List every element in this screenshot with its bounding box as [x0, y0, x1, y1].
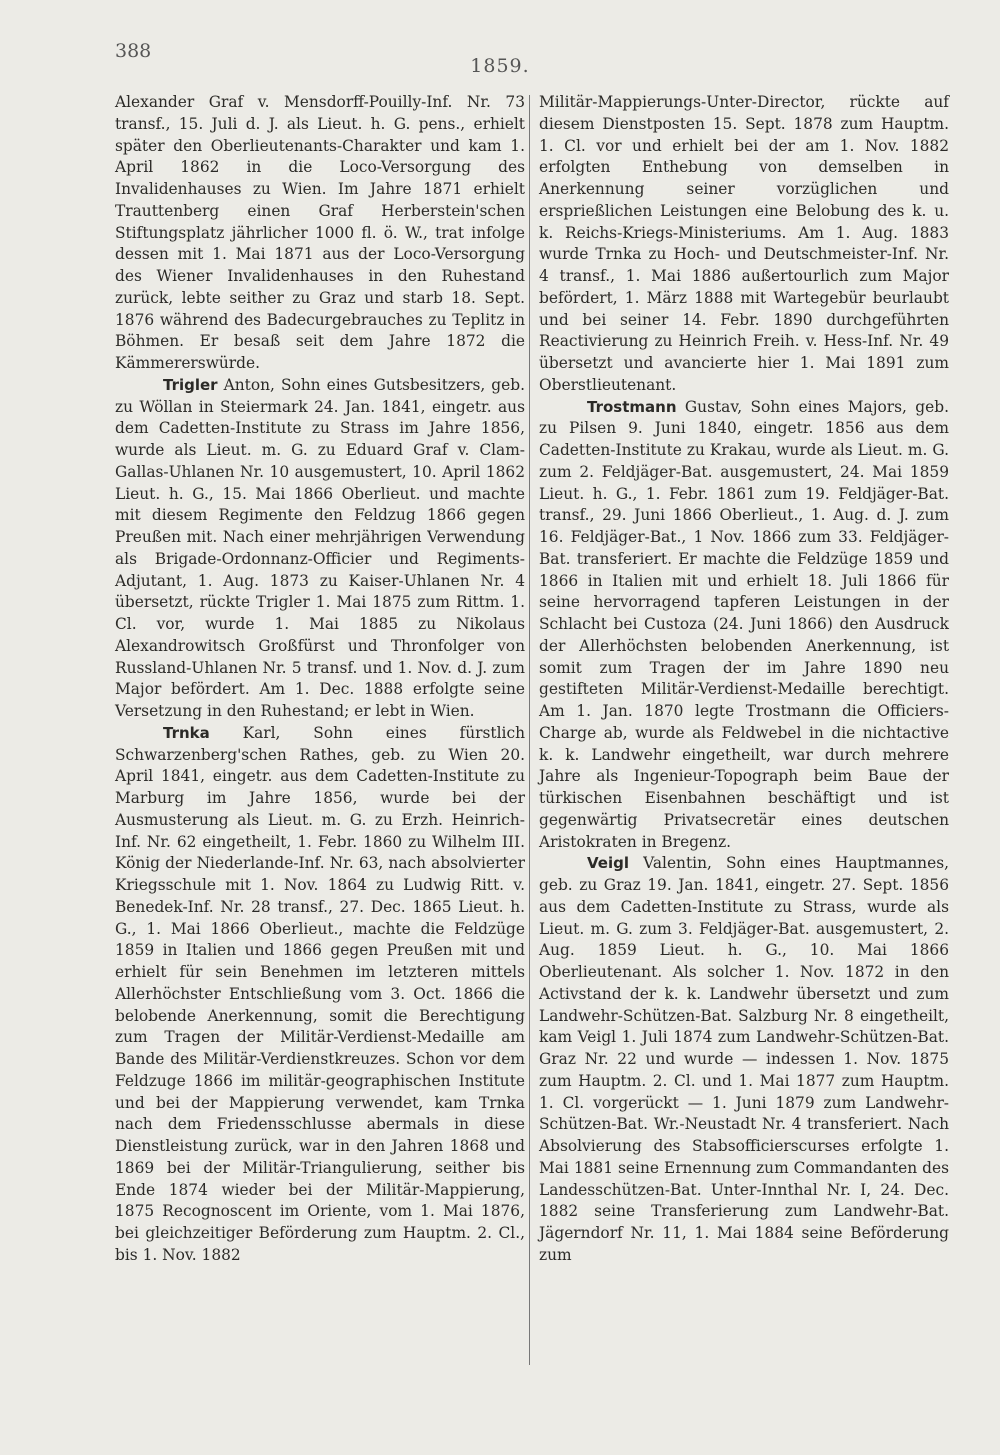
entry-surname: Trostmann	[587, 397, 677, 416]
left-column	[115, 92, 525, 1267]
entry-trigler	[115, 375, 525, 723]
page-number: 388	[115, 40, 152, 62]
page-heading-year: 1859.	[470, 55, 530, 77]
entry-veigl	[539, 853, 949, 1266]
entry-trnka	[115, 723, 525, 1267]
entry-text: Karl, Sohn eines fürstlich Schwarzenberg'schen Rathes, geb. zu Wien 20. April 1841, eingetr. aus dem Cadetten-Institute zu Marburg im Jahre 1856, wurde bei der Ausmusterung als Lieut. m. G. zu Erzh. Heinrich-Inf. Nr. 62 eingetheilt, 1. Febr. 1860 zu Wilhelm III. König der Niederlande-Inf. Nr. 63, nach absolvierter Kriegsschule mit 1. Nov. 1864 zu Ludwig Ritt. v. Benedek-Inf. Nr. 28 transf., 27. Dec. 1865 Lieut. h. G., 1. Mai 1866 Oberlieut., machte die Feldzüge 1859 in Italien und 1866 gegen Preußen mit und erhielt für sein Benehmen im letzteren mittels Allerhöchster Entschließung vom 3. Oct. 1866 die belobende Anerkennung, somit die Berechtigung zum Tragen der Militär-Verdienst-Medaille am Bande des Militär-Verdienstkreuzes. Schon vor dem Feldzuge 1866 im militär-geographischen Institute und bei der Mappierung verwendet, kam Trnka nach dem Friedensschlusse abermals in diese Dienstleistung zurück, war in den Jahren 1868 und 1869 bei der Militär-Triangulierung, seither bis Ende 1874 wieder bei der Militär-Mappierung, 1875 Recognoscent im Oriente, vom 1. Mai 1876, bei gleichzeitiger Beförderung zum Hauptm. 2. Cl., bis 1. Nov. 1882	[115, 723, 525, 1264]
right-column	[539, 92, 949, 1267]
entry-text: Gustav, Sohn eines Majors, geb. zu Pilsen 9. Juni 1840, eingetr. 1856 aus dem Cadetten-Institute zu Krakau, wurde als Lieut. m. G. zum 2. Feldjäger-Bat. ausgemustert, 24. Mai 1859 Lieut. h. G., 1. Febr. 1861 zum 19. Feldjäger-Bat. transf., 29. Juni 1866 Oberlieut., 1. Aug. d. J. zum 16. Feldjäger-Bat., 1 Nov. 1866 zum 33. Feldjäger-Bat. transferiert. Er machte die Feldzüge 1859 und 1866 in Italien mit und erhielt 18. Juli 1866 für seine hervorragend tapferen Leistungen in der Schlacht bei Custoza (24. Juni 1866) den Ausdruck der Allerhöchsten belobenden Anerkennung, ist somit zum Tragen der im Jahre 1890 neu gestifteten Militär-Verdienst-Medaille berechtigt. Am 1. Jan. 1870 legte Trostmann die Officiers-Charge ab, wurde als Feldwebel in die nichtactive k. k. Landwehr eingetheilt, war durch mehrere Jahre als Ingenieur-Topograph beim Baue der türkischen Eisenbahnen beschäftigt und ist gegenwärtig Privatsecretär eines deutschen Aristokraten in Bregenz.	[539, 397, 949, 851]
entry-surname: Trnka	[163, 723, 210, 742]
entry-text: Valentin, Sohn eines Hauptmannes, geb. zu Graz 19. Jan. 1841, eingetr. 27. Sept. 1856 aus dem Cadetten-Institute zu Strass, wurde als Lieut. m. G. zum 3. Feldjäger-Bat. ausgemustert, 2. Aug. 1859 Lieut. h. G., 10. Mai 1866 Oberlieutenant. Als solcher 1. Nov. 1872 in den Activstand der k. k. Landwehr übersetzt und zum Landwehr-Schützen-Bat. Salzburg Nr. 8 eingetheilt, kam Veigl 1. Juli 1874 zum Landwehr-Schützen-Bat. Graz Nr. 22 und wurde — indessen 1. Nov. 1875 zum Hauptm. 2. Cl. und 1. Mai 1877 zum Hauptm. 1. Cl. vorgerückt — 1. Juni 1879 zum Landwehr-Schützen-Bat. Wr.-Neustadt Nr. 4 transferiert. Nach Absolvierung des Stabsofficierscurses erfolgte 1. Mai 1881 seine Ernennung zum Commandanten des Landesschützen-Bat. Unter-Innthal Nr. I, 24. Dec. 1882 seine Transferierung zum Landwehr-Bat. Jägerndorf Nr. 11, 1. Mai 1884 seine Beförderung zum	[539, 854, 949, 1264]
entry-trostmann	[539, 397, 949, 854]
entry-text: Anton, Sohn eines Gutsbesitzers, geb. zu Wöllan in Steiermark 24. Jan. 1841, eingetr. aus dem Cadetten-Institute zu Strass im Jahre 1856, wurde als Lieut. m. G. zu Eduard Graf v. Clam-Gallas-Uhlanen Nr. 10 ausgemustert, 10. April 1862 Lieut. h. G., 15. Mai 1866 Oberlieut. und machte mit diesem Regimente den Feldzug 1866 gegen Preußen mit. Nach einer mehrjährigen Verwendung als Brigade-Ordonnanz-Officier und Regiments-Adjutant, 1. Aug. 1873 zu Kaiser-Uhlanen Nr. 4 übersetzt, rückte Trigler 1. Mai 1875 zum Rittm. 1. Cl. vor, wurde 1. Mai 1885 zu Nikolaus Alexandrowitsch Großfürst und Thronfolger von Russland-Uhlanen Nr. 5 transf. und 1. Nov. d. J. zum Major befördert. Am 1. Dec. 1888 erfolgte seine Versetzung in den Ruhestand; er lebt in Wien.	[115, 375, 525, 720]
column-divider	[529, 95, 530, 1365]
entry-surname: Trigler	[163, 375, 218, 394]
entry-continuation	[115, 92, 525, 375]
entry-text: Militär-Mappierungs-Unter-Director, rückte auf diesem Dienstposten 15. Sept. 1878 zum Hauptm. 1. Cl. vor und erhielt bei der am 1. Nov. 1882 erfolgten Enthebung von demselben in Anerkennung seiner vorzüglichen und ersprießlichen Leistungen eine Belobung des k. u. k. Reichs-Kriegs-Ministeriums. Am 1. Aug. 1883 wurde Trnka zu Hoch- und Deutschmeister-Inf. Nr. 4 transf., 1. Mai 1886 außertourlich zum Major befördert, 1. März 1888 mit Wartegebür beurlaubt und bei seiner 14. Febr. 1890 durchgeführten Reactivierung zu Heinrich Freih. v. Hess-Inf. Nr. 49 übersetzt und avancierte hier 1. Mai 1891 zum Oberstlieutenant.	[539, 93, 949, 394]
entry-continuation	[539, 92, 949, 397]
entry-text: Alexander Graf v. Mensdorff-Pouilly-Inf. Nr. 73 transf., 15. Juli d. J. als Lieut. h. G. pens., erhielt später den Oberlieutenants-Charakter und kam 1. April 1862 in die Loco-Versorgung des Invalidenhauses zu Wien. Im Jahre 1871 erhielt Trauttenberg einen Graf Herberstein'schen Stiftungsplatz jährlicher 1000 fl. ö. W., trat infolge dessen mit 1. Mai 1871 aus der Loco-Versorgung des Wiener Invalidenhauses in den Ruhestand zurück, lebte seither zu Graz und starb 18. Sept. 1876 während des Badecurgebrauches zu Teplitz in Böhmen. Er besaß seit dem Jahre 1872 die Kämmererswürde.	[115, 93, 525, 372]
entry-surname: Veigl	[587, 854, 629, 873]
